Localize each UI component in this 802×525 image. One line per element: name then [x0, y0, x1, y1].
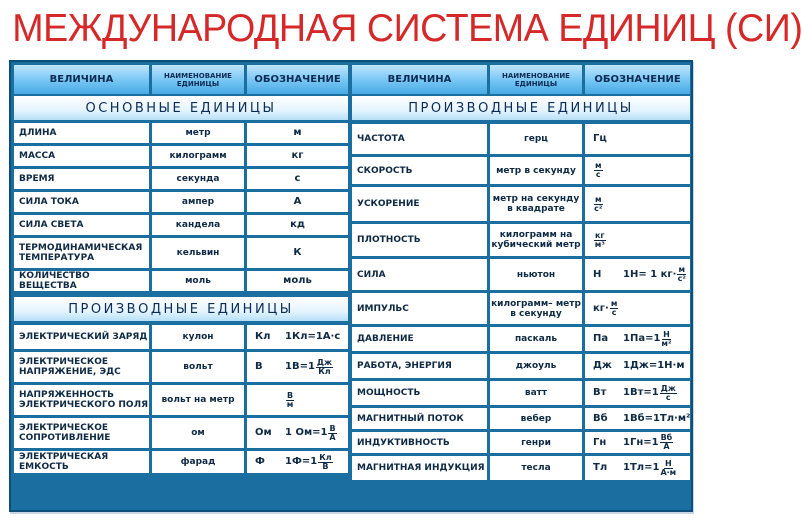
- quantity-cell: ЧАСТОТА: [352, 124, 487, 154]
- definition-text: 1Вб=1Тл·м²: [623, 412, 691, 424]
- unit-name-cell: паскаль: [490, 327, 582, 351]
- symbol-formula: [585, 300, 690, 317]
- fraction-numerator: Вб: [660, 433, 673, 442]
- unit-name-cell: кулон: [152, 325, 244, 349]
- unit-name-cell: метр: [152, 123, 244, 143]
- quantity-cell: ИНДУКТИВНОСТЬ: [352, 432, 487, 453]
- fraction-numerator: Дж: [660, 383, 676, 393]
- unit-name-cell: килограмм– метр в секунду: [490, 293, 582, 324]
- definition-text: 1Ф=1: [285, 456, 318, 467]
- unit-symbol: Вб: [593, 412, 608, 424]
- symbol-formula: [247, 359, 348, 376]
- symbol-formula: [585, 385, 690, 402]
- symbol-formula: [585, 134, 690, 144]
- definition-text: 1Вт=1: [623, 387, 659, 398]
- quantity-cell: УСКОРЕНИЕ: [352, 187, 487, 221]
- unit-name-cell: ампер: [152, 192, 244, 212]
- unit-fraction: [594, 196, 603, 213]
- symbol-formula: [585, 196, 690, 213]
- section-base-units: ОСНОВНЫЕ ЕДИНИЦЫ: [14, 96, 348, 120]
- fraction-numerator: Дж: [316, 357, 333, 367]
- symbol-formula: [247, 454, 348, 471]
- quantity-cell: ЭЛЕКТРИЧЕСКАЯ ЕМКОСТЬ: [14, 451, 149, 473]
- symbol-formula: [585, 162, 690, 179]
- quantity-cell: СИЛА ТОКА: [14, 192, 149, 212]
- symbol-cell: [585, 354, 690, 378]
- unit-symbol: Гц: [593, 133, 607, 144]
- symbol-formula: [585, 331, 690, 348]
- definition-text: 1Кл=1А·с: [285, 331, 341, 342]
- quantity-cell: СКОРОСТЬ: [352, 157, 487, 184]
- symbol-cell: [585, 187, 690, 221]
- symbol-cell: [247, 451, 348, 473]
- quantity-cell: ТЕРМОДИНАМИЧЕСКАЯ ТЕМПЕРАТУРА: [14, 238, 149, 268]
- symbol-cell: [247, 352, 348, 382]
- unit-symbol: Гн: [593, 436, 607, 448]
- fraction-numerator: м: [595, 194, 602, 204]
- unit-symbol: Тл: [593, 462, 608, 473]
- unit-definition: [285, 359, 333, 376]
- symbol-cell: К: [247, 238, 348, 268]
- fraction-denominator: м²: [661, 338, 672, 348]
- quantity-cell: ЭЛЕКТРИЧЕСКОЕ НАПРЯЖЕНИЕ, ЭДС: [14, 352, 149, 382]
- unit-symbol: Н: [593, 268, 602, 280]
- unit-definition: [285, 332, 340, 342]
- unit-name-cell: метр на секунду в квадрате: [490, 187, 582, 221]
- unit-symbol: Ом: [255, 427, 272, 438]
- fraction-denominator: Кл: [318, 366, 331, 376]
- fraction-denominator: с²: [677, 274, 686, 283]
- quantity-cell: МОЩНОСТЬ: [352, 381, 487, 405]
- unit-definition: [623, 361, 685, 371]
- definition-text: 1Па=1: [623, 333, 661, 344]
- unit-definition: [593, 162, 603, 179]
- header-symbol: ОБОЗНАЧЕНИЕ: [585, 65, 690, 94]
- fraction-denominator: А·м: [660, 467, 677, 477]
- symbol-formula: [247, 425, 348, 442]
- unit-symbol: Па: [593, 333, 609, 344]
- fraction-numerator: Н: [663, 329, 670, 339]
- symbol-cell: моль: [247, 271, 348, 291]
- quantity-cell: МАГНИТНЫЙ ПОТОК: [352, 408, 487, 429]
- section-derived-units: ПРОИЗВОДНЫЕ ЕДИНИЦЫ: [14, 297, 348, 321]
- fraction-denominator: В: [322, 461, 329, 471]
- definition-text: 1 Ом=1: [285, 427, 328, 438]
- unit-name-cell: герц: [490, 124, 582, 154]
- fraction-denominator: м³: [594, 239, 605, 249]
- quantity-cell: СИЛА: [352, 259, 487, 290]
- definition-text: 1Дж=1Н·м: [623, 360, 685, 371]
- symbol-formula: [247, 392, 348, 409]
- unit-fraction: [318, 454, 332, 471]
- symbol-cell: [585, 456, 690, 480]
- definition-text: 1Тл=1: [623, 462, 660, 473]
- unit-definition: [623, 460, 676, 477]
- symbol-cell: [585, 432, 690, 453]
- symbol-cell: [585, 224, 690, 256]
- fraction-numerator: м: [595, 161, 602, 170]
- fraction-numerator: Кл: [319, 452, 332, 462]
- symbol-cell: [247, 418, 348, 448]
- symbol-formula: [585, 361, 690, 371]
- unit-name-cell: ом: [152, 418, 244, 448]
- unit-symbol: В: [255, 361, 263, 372]
- unit-name-cell: килограмм: [152, 146, 244, 166]
- unit-name-cell: моль: [152, 271, 244, 291]
- poster-title: МЕЖДУНАРОДНАЯ СИСТЕМА ЕДИНИЦ (СИ): [12, 7, 802, 50]
- unit-name-cell: вольт: [152, 352, 244, 382]
- fraction-denominator: А: [663, 442, 670, 451]
- unit-definition: [285, 425, 337, 442]
- symbol-cell: [585, 381, 690, 405]
- unit-name-cell: килограмм на кубический метр: [490, 224, 582, 256]
- fraction-denominator: А: [329, 432, 336, 442]
- quantity-cell: ЭЛЕКТРИЧЕСКИЙ ЗАРЯД: [14, 325, 149, 349]
- fraction-denominator: с²: [594, 203, 603, 213]
- unit-fraction: [660, 460, 676, 477]
- fraction-numerator: кг: [595, 230, 605, 240]
- quantity-cell: СИЛА СВЕТА: [14, 215, 149, 235]
- quantity-cell: ДАВЛЕНИЕ: [352, 327, 487, 351]
- symbol-cell: [585, 124, 690, 154]
- unit-name-cell: генри: [490, 432, 582, 453]
- symbol-cell: [585, 157, 690, 184]
- header-quantity: ВЕЛИЧИНА: [352, 65, 487, 94]
- fraction-denominator: с: [665, 392, 671, 402]
- symbol-formula: [585, 232, 690, 249]
- unit-name-cell: кандела: [152, 215, 244, 235]
- symbol-cell: [247, 325, 348, 349]
- quantity-cell: ИМПУЛЬС: [352, 293, 487, 324]
- quantity-cell: РАБОТА, ЭНЕРГИЯ: [352, 354, 487, 378]
- unit-fraction: [594, 162, 603, 179]
- quantity-cell: КОЛИЧЕСТВО ВЕЩЕСТВА: [14, 271, 149, 291]
- quantity-cell: ДЛИНА: [14, 123, 149, 143]
- fraction-numerator: м: [610, 299, 618, 308]
- quantity-cell: МАГНИТНАЯ ИНДУКЦИЯ: [352, 456, 487, 480]
- symbol-cell: [247, 385, 348, 415]
- symbol-cell: [585, 327, 690, 351]
- unit-name-cell: тесла: [490, 456, 582, 480]
- definition-text: 1В=1: [285, 361, 315, 372]
- fraction-denominator: с: [611, 308, 617, 317]
- unit-fraction: [316, 359, 333, 376]
- unit-fraction: [594, 232, 606, 249]
- fraction-denominator: м: [286, 399, 294, 409]
- unit-symbol: Дж: [593, 360, 612, 371]
- unit-definition: [623, 331, 671, 348]
- symbol-cell: с: [247, 169, 348, 189]
- section-derived-units: ПРОИЗВОДНЫЕ ЕДИНИЦЫ: [352, 96, 690, 120]
- unit-definition: [593, 300, 618, 317]
- unit-definition: [623, 385, 677, 402]
- quantity-cell: ЭЛЕКТРИЧЕСКОЕ СОПРОТИВЛЕНИЕ: [14, 418, 149, 448]
- definition-text: 1Гн=1: [623, 436, 659, 448]
- unit-fraction: [328, 425, 336, 442]
- unit-fraction: [660, 434, 674, 451]
- fraction-numerator: Н: [664, 458, 672, 468]
- unit-definition: [593, 196, 603, 213]
- unit-definition: [285, 392, 294, 409]
- symbol-formula: [247, 332, 348, 342]
- symbol-cell: кг: [247, 146, 348, 166]
- symbol-formula: [585, 460, 690, 477]
- header-symbol: ОБОЗНАЧЕНИЕ: [247, 65, 348, 94]
- definition-text: 1Н= 1 кг·: [623, 268, 677, 280]
- unit-name-cell: вольт на метр: [152, 385, 244, 415]
- unit-symbol: Ф: [255, 456, 265, 467]
- unit-name-cell: кельвин: [152, 238, 244, 268]
- symbol-formula: [585, 414, 690, 424]
- unit-name-cell: вебер: [490, 408, 582, 429]
- fraction-denominator: с: [595, 170, 601, 179]
- symbol-cell: [585, 259, 690, 290]
- symbol-formula: [585, 266, 690, 283]
- unit-name-cell: ньютон: [490, 259, 582, 290]
- unit-name-cell: метр в секунду: [490, 157, 582, 184]
- unit-definition: [623, 266, 686, 283]
- quantity-cell: НАПРЯЖЕННОСТЬ ЭЛЕКТРИЧЕСКОГО ПОЛЯ: [14, 385, 149, 415]
- unit-fraction: [660, 385, 677, 402]
- header-unit-name: НАИМЕНОВАНИЕ ЕДИНИЦЫ: [490, 65, 582, 94]
- unit-name-cell: ватт: [490, 381, 582, 405]
- quantity-cell: ПЛОТНОСТЬ: [352, 224, 487, 256]
- unit-fraction: [286, 392, 294, 409]
- definition-text: кг·: [593, 302, 609, 314]
- symbol-cell: м: [247, 123, 348, 143]
- header-quantity: ВЕЛИЧИНА: [14, 65, 149, 94]
- fraction-numerator: В: [287, 390, 294, 400]
- unit-symbol: Вт: [593, 387, 607, 398]
- unit-name-cell: джоуль: [490, 354, 582, 378]
- symbol-cell: [585, 408, 690, 429]
- fraction-numerator: В: [329, 423, 336, 433]
- fraction-numerator: м: [678, 265, 685, 274]
- symbol-cell: А: [247, 192, 348, 212]
- si-units-poster: [9, 60, 693, 512]
- symbol-cell: [585, 293, 690, 324]
- unit-symbol: Кл: [255, 331, 271, 342]
- unit-fraction: [661, 331, 671, 348]
- unit-definition: [623, 414, 690, 424]
- unit-name-cell: секунда: [152, 169, 244, 189]
- unit-name-cell: фарад: [152, 451, 244, 473]
- unit-definition: [285, 454, 333, 471]
- quantity-cell: МАССА: [14, 146, 149, 166]
- unit-definition: [593, 232, 606, 249]
- unit-fraction: [677, 266, 686, 283]
- unit-definition: [623, 434, 673, 451]
- header-unit-name: НАИМЕНОВАНИЕ ЕДИНИЦЫ: [152, 65, 244, 94]
- symbol-cell: кд: [247, 215, 348, 235]
- unit-fraction: [610, 300, 619, 317]
- quantity-cell: ВРЕМЯ: [14, 169, 149, 189]
- symbol-formula: [585, 434, 690, 451]
